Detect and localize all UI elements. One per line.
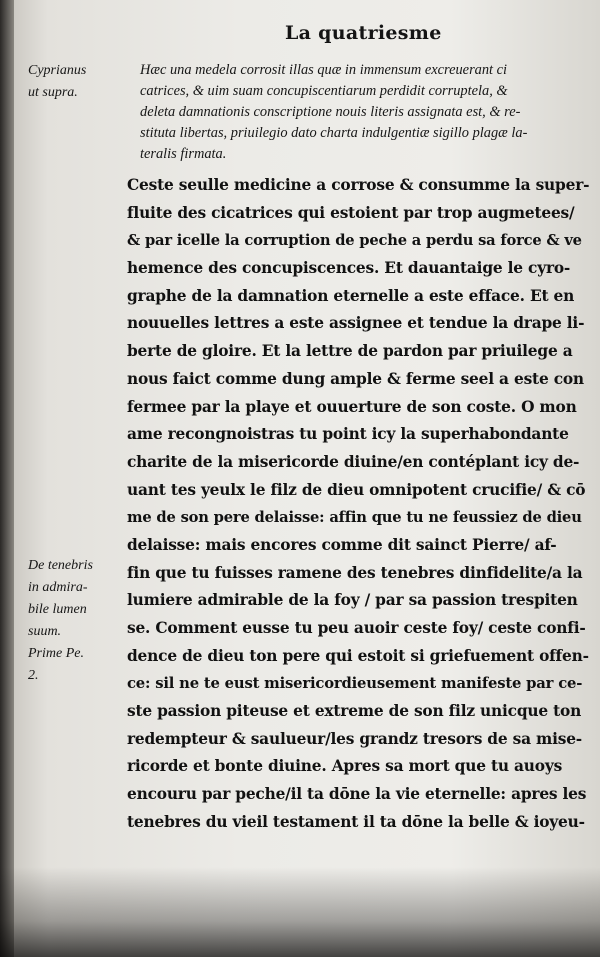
latin-line: catrices, & uim suam concupiscentiarum perdidit corruptela, & [140,83,508,99]
margin-note-line: 2. [28,668,39,683]
french-line: delaisse: mais encores comme dit sainct Pierre/ af- [127,535,557,554]
margin-note-line: suum. [28,624,62,639]
margin-note-line: Cyprianus [28,63,87,78]
french-line: encouru par peche/il ta dōne la vie eternelle: apres les [127,785,587,804]
french-line: lumiere admirable de la foy / par sa passion trespiten [127,591,578,610]
french-line: me de son pere delaisse: affin que tu ne feussiez de dieu [127,509,582,527]
french-line: nouuelles lettres a este assignee et tendue la drape li- [127,314,585,333]
latin-line: deleta damnationis conscriptione nouis literis assignata est, & re- [140,104,521,120]
french-line: ricorde et bonte diuine. Apres sa mort que tu auoys [127,757,563,776]
margin-note-line: ut supra. [28,85,78,100]
french-line: ce: sil ne te eust misericordieusement manifeste par ce- [127,675,583,693]
french-line: charite de la misericorde diuine/en contéplant icy de- [127,452,580,471]
french-line: & par icelle la corruption de peche a perdu sa force & ve [127,232,582,250]
latin-line: teralis firmata. [140,146,227,162]
french-line: ame recongnoistras tu point icy la superhabondante [127,425,569,444]
latin-line: stituta libertas, priuilegio dato charta indulgentiæ sigillo plagæ la- [140,125,528,141]
french-line: dence de dieu ton pere qui estoit si griefuement offen- [127,646,589,665]
french-passage [127,172,592,837]
book-binding-shadow [0,0,14,957]
french-line: uant tes yeulx le filz de dieu omnipotent crucifie/ & cō [127,480,586,499]
margin-note-line: bile lumen [28,602,87,617]
french-line: fin que tu fuisses ramene des tenebres dinfidelite/a la [127,563,583,582]
french-line: fermee par la playe et ouuerture de son coste. O mon [127,397,577,416]
margin-note-line: in admira- [28,580,88,595]
french-line: berte de gloire. Et la lettre de pardon par priuilege a [127,342,573,361]
french-line: graphe de la damnation eternelle a este efface. Et en [127,286,575,305]
margin-note-line: Prime Pe. [28,646,84,661]
latin-line: Hæc una medela corrosit illas quæ in immensum excreuerant ci [140,62,508,78]
page-bottom-shadow [0,867,600,957]
french-line: nous faict comme dung ample & ferme seel a este con [127,369,584,388]
french-line: Ceste seulle medicine a corrose & consumme la super- [127,176,590,194]
margin-note-line: De tenebris [28,558,93,573]
french-line: se. Comment eusse tu peu auoir ceste foy/ ceste confi- [127,619,586,637]
page-header: La quatriesme [285,22,442,44]
latin-passage [140,60,590,165]
french-line: ste passion piteuse et extreme de son filz unicque ton [127,702,582,721]
french-line: redempteur & saulueur/les grandz tresors de sa mise- [127,729,582,748]
french-line: hemence des concupiscences. Et dauantaige le cyro- [127,259,571,278]
margin-note-cyprianus [28,60,86,104]
french-line: tenebres du vieil testament il ta dōne la belle & ioyeu- [127,812,585,831]
french-line: fluite des cicatrices qui estoient par trop augmetees/ [127,203,575,222]
margin-note-de-tenebris [28,555,93,687]
